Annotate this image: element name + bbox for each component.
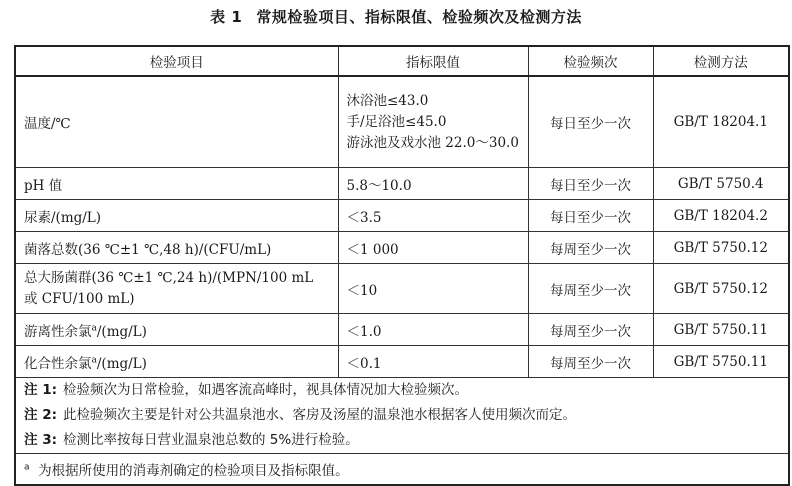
footnote-row bbox=[15, 454, 789, 486]
item-cell bbox=[15, 346, 338, 378]
item-cell bbox=[15, 264, 338, 314]
header-frequency: 检验频次 bbox=[528, 46, 653, 76]
frequency-cell: 每日至少一次 bbox=[528, 168, 653, 200]
note-text: 此检验频次主要是针对公共温泉池水、客房及汤屋的温泉池水根据客人使用频次而定。 bbox=[63, 407, 576, 423]
note-line bbox=[24, 378, 780, 403]
item-name: 游离性余氯 bbox=[24, 323, 92, 340]
table-row bbox=[15, 76, 789, 168]
limit-line: 沐浴池≤43.0 bbox=[346, 92, 429, 109]
note-label: 注 1: bbox=[24, 382, 57, 398]
table-row bbox=[15, 232, 789, 264]
method-cell: GB/T 5750.4 bbox=[653, 168, 789, 200]
limit-cell: ＜0.1 bbox=[338, 346, 528, 378]
footnote-marker: a bbox=[24, 462, 30, 473]
inspection-table bbox=[14, 45, 790, 486]
table-row bbox=[15, 314, 789, 346]
footnote-marker: a bbox=[91, 323, 97, 333]
note-text: 检验频次为日常检验，如遇客流高峰时，视具体情况加大检验频次。 bbox=[63, 382, 468, 398]
notes-cell bbox=[15, 378, 789, 454]
item-name: 化合性余氯 bbox=[24, 355, 92, 372]
note-label: 注 3: bbox=[24, 432, 57, 448]
method-cell: GB/T 18204.2 bbox=[653, 200, 789, 232]
note-line bbox=[24, 428, 780, 453]
item-cell: 菌落总数(36 ℃±1 ℃,48 h)/(CFU/mL) bbox=[15, 232, 338, 264]
notes-row bbox=[15, 378, 789, 454]
limit-cell bbox=[338, 76, 528, 168]
limit-cell: 5.8～10.0 bbox=[338, 168, 528, 200]
item-cell: 温度/℃ bbox=[15, 76, 338, 168]
limit-line: 游泳池及戏水池 22.0～30.0 bbox=[346, 134, 519, 151]
item-line: 总大肠菌群(36 ℃±1 ℃,24 h)/(MPN/100 mL bbox=[24, 269, 314, 286]
frequency-cell: 每周至少一次 bbox=[528, 314, 653, 346]
method-cell: GB/T 18204.1 bbox=[653, 76, 789, 168]
note-label: 注 2: bbox=[24, 407, 57, 423]
method-cell: GB/T 5750.12 bbox=[653, 264, 789, 314]
header-limit: 指标限值 bbox=[338, 46, 528, 76]
limit-cell: ＜1 000 bbox=[338, 232, 528, 264]
item-cell: 尿素/(mg/L) bbox=[15, 200, 338, 232]
method-cell: GB/T 5750.11 bbox=[653, 314, 789, 346]
limit-line: 手/足浴池≤45.0 bbox=[346, 113, 447, 130]
item-unit: /(mg/L) bbox=[96, 355, 147, 372]
header-item: 检验项目 bbox=[15, 46, 338, 76]
limit-cell: ＜1.0 bbox=[338, 314, 528, 346]
table-row bbox=[15, 200, 789, 232]
frequency-cell: 每日至少一次 bbox=[528, 200, 653, 232]
frequency-cell: 每日至少一次 bbox=[528, 76, 653, 168]
header-row bbox=[15, 46, 789, 76]
table-row bbox=[15, 168, 789, 200]
table-row bbox=[15, 264, 789, 314]
note-line bbox=[24, 403, 780, 428]
header-method: 检测方法 bbox=[653, 46, 789, 76]
footnote-text: 为根据所使用的消毒剂确定的检验项目及指标限值。 bbox=[38, 463, 349, 479]
method-cell: GB/T 5750.11 bbox=[653, 346, 789, 378]
limit-cell: ＜3.5 bbox=[338, 200, 528, 232]
frequency-cell: 每周至少一次 bbox=[528, 264, 653, 314]
table-row bbox=[15, 346, 789, 378]
limit-cell: ＜10 bbox=[338, 264, 528, 314]
footnote-marker: a bbox=[91, 355, 97, 365]
method-cell: GB/T 5750.12 bbox=[653, 232, 789, 264]
item-unit: /(mg/L) bbox=[96, 323, 147, 340]
item-line: 或 CFU/100 mL) bbox=[24, 290, 135, 307]
footnote-cell bbox=[15, 454, 789, 486]
item-cell: pH 值 bbox=[15, 168, 338, 200]
table-title bbox=[0, 6, 792, 28]
table-caption: 常规检验项目、指标限值、检验频次及检测方法 bbox=[256, 8, 582, 26]
table-number: 表 1 bbox=[210, 8, 243, 26]
note-text: 检测比率按每日营业温泉池总数的 5%进行检验。 bbox=[63, 432, 359, 448]
frequency-cell: 每周至少一次 bbox=[528, 346, 653, 378]
frequency-cell: 每周至少一次 bbox=[528, 232, 653, 264]
item-cell bbox=[15, 314, 338, 346]
